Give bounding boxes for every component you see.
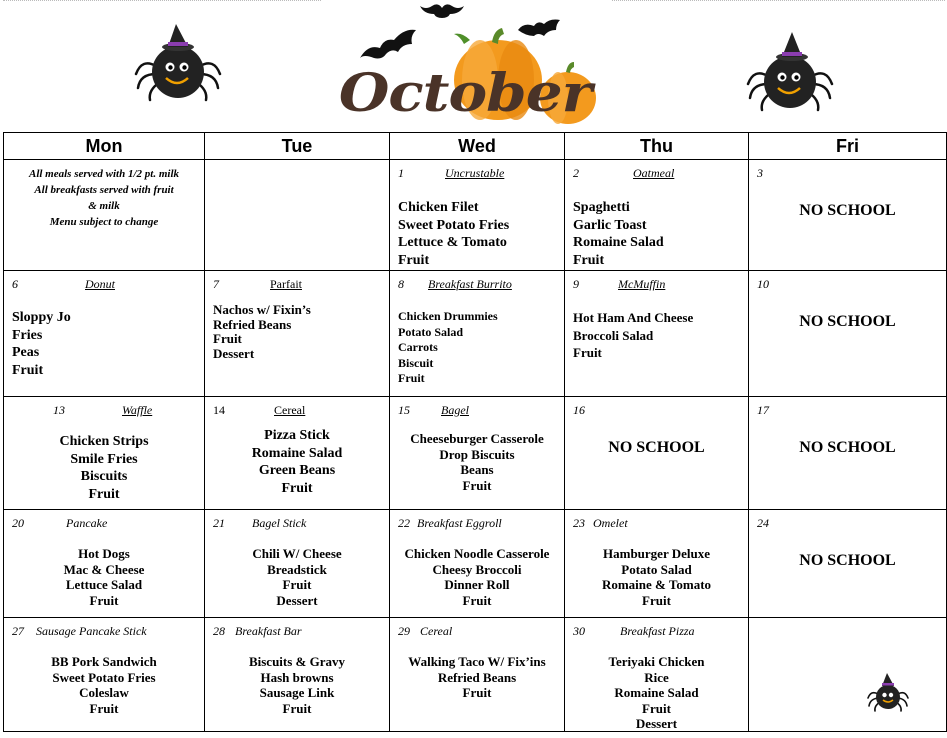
menu-calendar: [3, 132, 947, 732]
lunch-items: Chili W/ Cheese Breadstick Fruit Dessert: [252, 546, 342, 608]
title-art: [320, 0, 612, 130]
day-header-mon: Mon: [4, 133, 205, 160]
day-cell: [4, 397, 205, 510]
page-title: October: [338, 62, 592, 124]
breakfast-item: Omelet: [593, 516, 628, 530]
lunch-items: Chicken Strips Smile Fries Biscuits Fruit: [59, 434, 149, 502]
breakfast-item: Pancake: [66, 516, 108, 530]
day-cell: [390, 271, 565, 397]
lunch-items: BB Pork Sandwich Sweet Potato Fries Coleslaw Fruit: [51, 654, 157, 716]
day-cell: [205, 510, 390, 618]
day-cell: [390, 160, 565, 271]
day-number: 1: [398, 166, 404, 180]
breakfast-item: Cereal: [420, 624, 453, 638]
day-cell: [565, 397, 749, 510]
spider-right-icon: [742, 30, 838, 112]
menu-notes: All meals served with 1/2 pt. milk All breakfasts served with fruit & milk Menu subject to change: [28, 168, 180, 228]
day-number: 20: [12, 516, 24, 530]
day-cell: [565, 271, 749, 397]
day-number: 9: [573, 277, 579, 291]
breakfast-item: Waffle: [122, 403, 153, 417]
lunch-items: Chicken Noodle Casserole Cheesy Broccoli Dinner Roll Fruit: [404, 546, 550, 608]
day-cell: [205, 618, 390, 732]
day-number: 8: [398, 277, 404, 291]
day-number: 24: [757, 516, 769, 530]
breakfast-item: Parfait: [270, 277, 302, 291]
breakfast-item: Donut: [85, 277, 115, 291]
breakfast-item: Uncrustable: [445, 166, 505, 180]
day-number: 14: [213, 403, 225, 417]
day-cell-empty: [205, 160, 390, 271]
lunch-items: Walking Taco W/ Fix’ins Refried Beans Fruit: [408, 654, 546, 700]
day-number: 17: [757, 403, 769, 417]
breakfast-item: Cereal: [274, 403, 306, 417]
spider-left-icon: [130, 22, 226, 102]
breakfast-item: Breakfast Burrito: [428, 277, 512, 291]
day-number: 15: [398, 403, 410, 417]
day-cell: [749, 271, 947, 397]
day-cell-empty: [749, 618, 947, 732]
lunch-items: Hot Dogs Mac & Cheese Lettuce Salad Fruit: [63, 546, 145, 608]
day-number: 10: [757, 277, 769, 291]
day-cell: [4, 510, 205, 618]
no-school-label: NO SCHOOL: [799, 552, 896, 569]
day-cell: [749, 160, 947, 271]
lunch-items: Hot Ham And Cheese Broccoli Salad Fruit: [573, 310, 694, 360]
breakfast-item: Breakfast Bar: [235, 624, 302, 638]
breakfast-item: Oatmeal: [633, 166, 675, 180]
day-number: 28: [213, 624, 225, 638]
spider-small-icon: [865, 672, 911, 712]
day-cell: [749, 510, 947, 618]
no-school-label: NO SCHOOL: [799, 202, 896, 219]
breakfast-item: Breakfast Eggroll: [417, 516, 502, 530]
no-school-label: NO SCHOOL: [799, 313, 896, 330]
lunch-items: Teriyaki Chicken Rice Romaine Salad Fruit Dessert: [608, 654, 705, 731]
lunch-items: Chicken Filet Sweet Potato Fries Lettuce & Tomato Fruit: [398, 200, 510, 268]
day-cell: [565, 618, 749, 732]
lunch-items: Pizza Stick Romaine Salad Green Beans Fruit: [251, 428, 343, 496]
day-number: 2: [573, 166, 579, 180]
day-number: 6: [12, 277, 18, 291]
lunch-items: Hamburger Deluxe Potato Salad Romaine & Tomato Fruit: [601, 546, 712, 608]
day-cell: [390, 618, 565, 732]
day-cell: [205, 271, 390, 397]
day-cell: [390, 510, 565, 618]
day-cell: [749, 397, 947, 510]
day-header-tue: Tue: [205, 133, 390, 160]
day-number: 3: [757, 166, 763, 180]
notes-cell: [4, 160, 205, 271]
day-number: 29: [398, 624, 410, 638]
day-number: 27: [12, 624, 24, 638]
day-header-thu: Thu: [565, 133, 749, 160]
day-header-wed: Wed: [390, 133, 565, 160]
lunch-items: Chicken Drummies Potato Salad Carrots Biscuit Fruit: [398, 309, 498, 385]
day-cell: [565, 510, 749, 618]
no-school-label: NO SCHOOL: [799, 439, 896, 456]
day-header-fri: Fri: [749, 133, 947, 160]
lunch-items: Sloppy Jo Fries Peas Fruit: [12, 310, 71, 378]
day-cell: [205, 397, 390, 510]
day-number: 13: [53, 403, 65, 417]
day-number: 16: [573, 403, 585, 417]
day-cell: [565, 160, 749, 271]
breakfast-item: Bagel Stick: [252, 516, 307, 530]
breakfast-item: Bagel: [441, 403, 469, 417]
day-number: 22: [398, 516, 410, 530]
breakfast-item: Sausage Pancake Stick: [36, 624, 147, 638]
calendar-header: [0, 0, 947, 132]
day-cell: [4, 271, 205, 397]
lunch-items: Nachos w/ Fixin’s Refried Beans Fruit Dessert: [213, 302, 311, 361]
lunch-items: Spaghetti Garlic Toast Romaine Salad Fruit: [573, 200, 664, 268]
day-number: 30: [573, 624, 585, 638]
lunch-items: Biscuits & Gravy Hash browns Sausage Link Fruit: [248, 654, 346, 716]
lunch-items: Cheeseburger Casserole Drop Biscuits Beans Fruit: [410, 431, 544, 493]
day-number: 23: [573, 516, 585, 530]
no-school-label: NO SCHOOL: [608, 439, 705, 456]
day-cell: [390, 397, 565, 510]
breakfast-item: McMuffin: [618, 277, 666, 291]
day-number: 21: [213, 516, 225, 530]
day-number: 7: [213, 277, 219, 291]
day-cell: [4, 618, 205, 732]
breakfast-item: Breakfast Pizza: [620, 624, 695, 638]
